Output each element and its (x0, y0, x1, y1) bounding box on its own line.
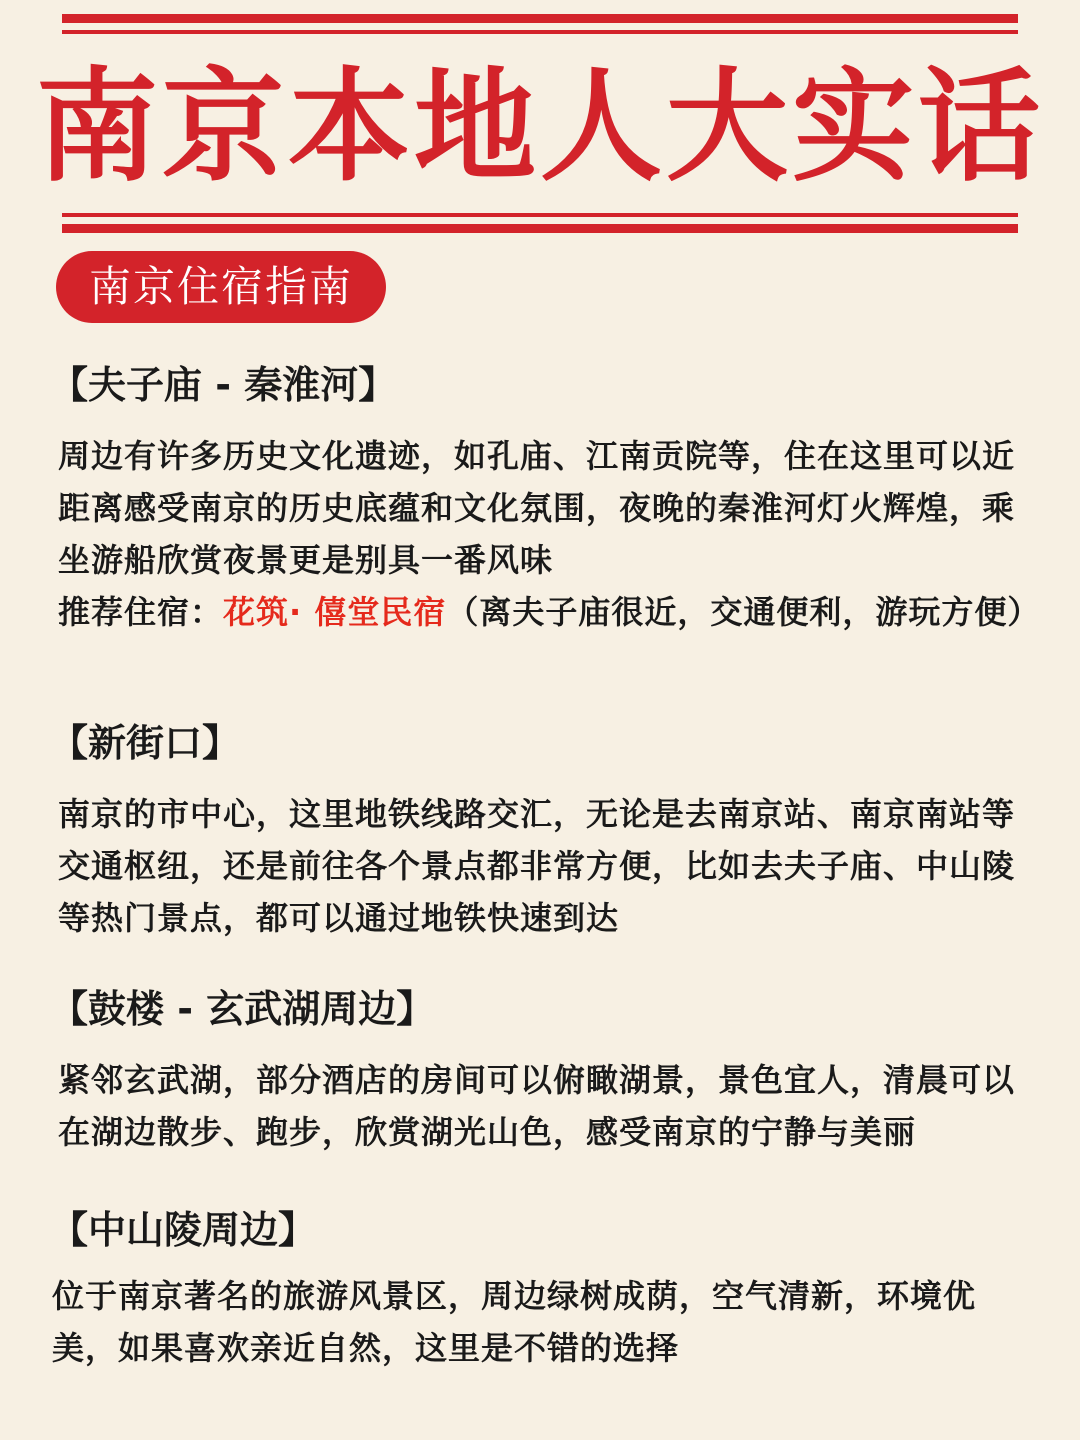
bottom-rule-thin (62, 213, 1018, 217)
section-body-zhongshanling: 位于南京著名的旅游风景区，周边绿树成荫，空气清新，环境优美，如果喜欢亲近自然，这里是不错的选择 (52, 1277, 977, 1367)
page-title: 南京本地人大实话 (36, 56, 1044, 198)
section-text: 周边有许多历史文化遗迹，如孔庙、江南贡院等，住在这里可以近距离感受南京的历史底蕴和文化氛围，夜晚的秦淮河灯火辉煌，乘坐游船欣赏夜景更是别具一番风味 (58, 437, 1016, 579)
bottom-rule-thick (62, 224, 1018, 233)
recommend-label: 推荐住宿： (58, 593, 224, 631)
section-body-fuzimiao (58, 430, 1043, 638)
section-heading-fuzimiao: 【夫子庙 - 秦淮河】 (50, 363, 397, 407)
section-body-gulou: 紧邻玄武湖，部分酒店的房间可以俯瞰湖景，景色宜人，清晨可以在湖边散步、跑步，欣赏湖光山色，感受南京的宁静与美丽 (58, 1061, 1016, 1151)
section-badge: 南京住宿指南 (56, 251, 386, 323)
recommendation (58, 586, 1043, 638)
top-rule-thin (62, 30, 1018, 34)
section-heading-zhongshanling: 【中山陵周边】 (50, 1208, 317, 1252)
section-body-xinjiekou: 南京的市中心，这里地铁线路交汇，无论是去南京站、南京南站等交通枢纽，还是前往各个景点都非常方便，比如去夫子庙、中山陵等热门景点，都可以通过地铁快速到达 (58, 795, 1016, 937)
section-heading-gulou: 【鼓楼 - 玄武湖周边】 (50, 987, 435, 1031)
recommend-name: 花筑· 僖堂民宿 (223, 593, 447, 631)
recommend-note: （离夫子庙很近，交通便利，游玩方便） (446, 593, 1041, 631)
section-heading-xinjiekou: 【新街口】 (50, 721, 241, 765)
top-rule-thick (62, 14, 1018, 23)
